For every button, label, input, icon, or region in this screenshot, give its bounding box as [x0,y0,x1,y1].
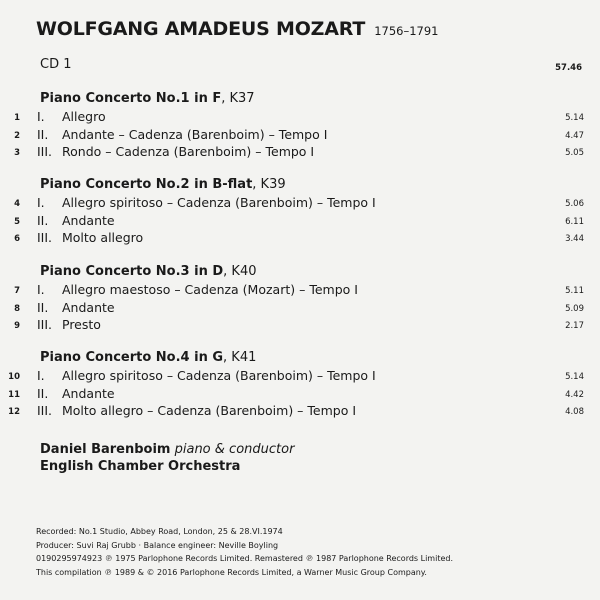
track-number: 1 [14,113,20,123]
track-duration: 5.05 [565,148,584,158]
performer-credits [40,441,294,475]
cd-total-time: 57.46 [555,63,582,73]
movement-number: III. [37,403,53,418]
movement-number: II. [37,126,49,142]
movement-title: Molto allegro – Cadenza (Barenboim) – Tempo I [62,403,357,418]
movement-title: Andante [62,212,115,228]
track-row [0,403,600,420]
movement-number: II. [37,385,49,401]
track-duration: 4.42 [565,389,584,400]
track-number: 2 [14,130,20,141]
movement-title: Andante [62,299,115,315]
movement-number: III. [37,317,53,332]
track-number: 5 [14,216,20,227]
track-duration: 5.14 [565,113,584,123]
composer-years: 1756–1791 [374,24,439,38]
orchestra-name: English Chamber Orchestra [40,459,241,474]
track-row [0,300,600,317]
work-catalogue-number: , K37 [221,91,255,106]
movement-title: Allegro [62,109,106,124]
track-row [0,282,600,299]
track-number: 6 [14,234,20,244]
soloist-name: Daniel Barenboim [40,442,171,457]
work-catalogue-number: , K39 [252,177,286,192]
track-number: 10 [8,372,20,382]
track-row [0,386,600,403]
recording-notes [36,525,453,579]
track-duration: 3.44 [565,234,584,244]
movement-number: II. [37,212,49,228]
soloist-line [40,441,294,458]
track-row [0,317,600,334]
work-title [40,177,286,192]
track-row [0,230,600,247]
movement-title: Molto allegro [62,230,144,245]
movement-title: Presto [62,317,101,332]
note-line: Recorded: No.1 Studio, Abbey Road, London, 25 & 28.VI.1974 [36,527,283,536]
movement-number: I. [37,195,45,210]
header [36,18,438,40]
track-duration: 5.09 [565,303,584,314]
track-number: 8 [14,303,20,314]
work-title-main: Piano Concerto No.2 in B-flat [40,177,253,192]
movement-title: Rondo – Cadenza (Barenboim) – Tempo I [62,144,315,159]
track-duration: 2.17 [565,321,584,331]
track-number: 9 [14,321,20,331]
movement-title: Allegro spiritoso – Cadenza (Barenboim) – Tempo I [62,368,376,383]
work-title [40,264,257,279]
track-row [0,109,600,126]
movement-title: Andante [62,385,115,401]
work-title-main: Piano Concerto No.4 in G [40,350,224,365]
track-number: 11 [8,389,20,400]
movement-title: Allegro maestoso – Cadenza (Mozart) – Tempo I [62,282,358,297]
work-title-main: Piano Concerto No.3 in D [40,264,224,279]
track-duration: 5.11 [565,286,584,296]
track-duration: 6.11 [565,216,584,227]
work-title [40,350,256,365]
composer-name: WOLFGANG AMADEUS MOZART [36,18,366,40]
note-line: Producer: Suvi Raj Grubb · Balance engineer: Neville Boyling [36,540,279,550]
note-line: This compilation ℗ 1989 & © 2016 Parlophone Records Limited, a Warner Music Group Company. [36,567,427,577]
track-duration: 4.08 [565,407,584,417]
movement-number: II. [37,299,49,315]
note-line: 0190295974923 ℗ 1975 Parlophone Records Limited. Remastered ℗ 1987 Parlophone Records Limited. [36,554,453,563]
track-row [0,213,600,230]
cd-label: CD 1 [40,57,72,72]
movement-number: III. [37,144,53,159]
track-number: 7 [14,286,20,296]
movement-number: I. [37,109,45,124]
work-title-main: Piano Concerto No.1 in F [40,91,222,106]
track-number: 12 [8,407,20,417]
track-duration: 5.06 [565,199,584,209]
track-row [0,127,600,144]
track-row [0,195,600,212]
work-catalogue-number: , K40 [223,264,257,279]
soloist-role: piano & conductor [170,442,295,457]
cd-row [36,57,582,77]
work-title [40,91,255,106]
track-row [0,368,600,385]
movement-number: I. [37,282,45,297]
movement-number: III. [37,230,53,245]
movement-number: I. [37,368,45,383]
track-row [0,144,600,161]
track-duration: 5.14 [565,372,584,382]
movement-title: Allegro spiritoso – Cadenza (Barenboim) – Tempo I [62,195,376,210]
track-duration: 4.47 [565,130,584,141]
movement-title: Andante – Cadenza (Barenboim) – Tempo I [62,126,328,142]
track-number: 4 [14,199,20,209]
work-catalogue-number: , K41 [223,350,257,365]
track-number: 3 [14,148,20,158]
